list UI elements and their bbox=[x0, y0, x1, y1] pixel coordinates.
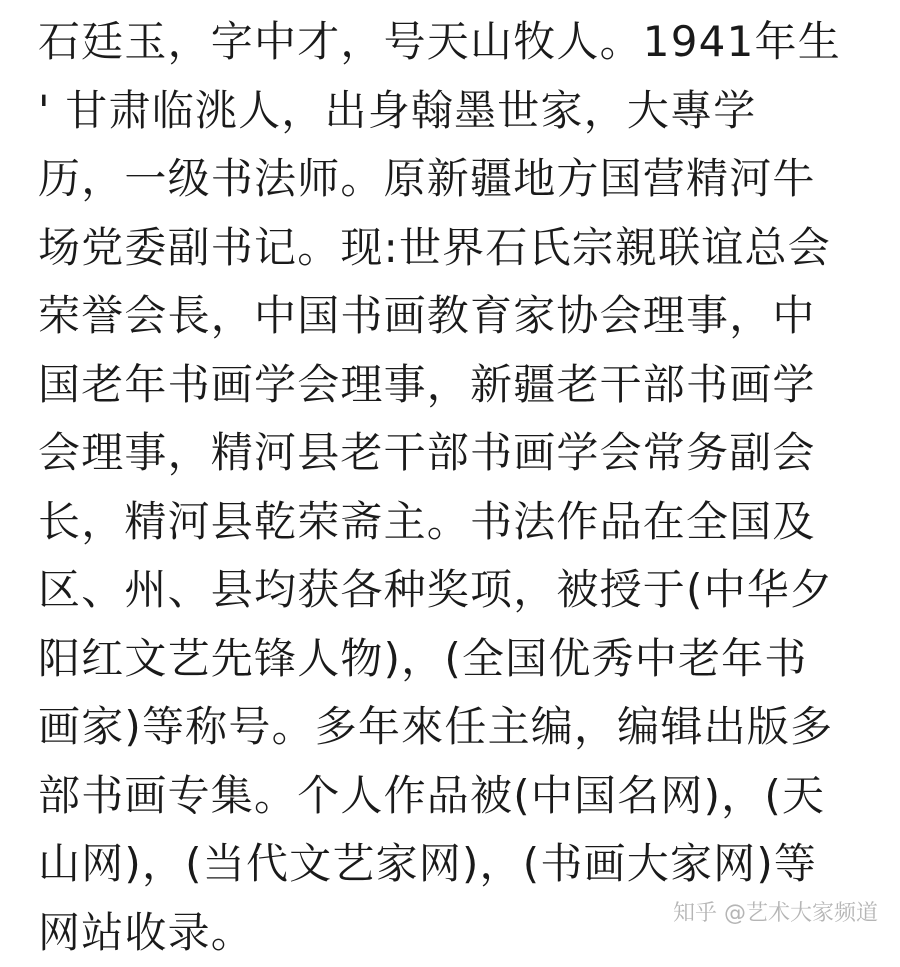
text-line-7: 会理事，精河县老干部书画学会常务副会 bbox=[38, 419, 868, 488]
biography-text bbox=[38, 8, 868, 967]
text-line-1: 石廷玉，字中才，号天山牧人。1941年生 bbox=[38, 8, 868, 77]
text-line-13: 山网)，(当代文艺家网)，(书画大家网)等 bbox=[38, 830, 868, 899]
text-line-14: 网站收录。 bbox=[38, 899, 868, 967]
text-line-10: 阳红文艺先锋人物)，(全国优秀中老年书 bbox=[38, 625, 868, 694]
text-line-11: 画家)等称号。多年來任主编，编辑出版多 bbox=[38, 693, 868, 762]
text-line-4: 场党委副书记。现:世界石氏宗親联谊总会 bbox=[38, 214, 868, 283]
text-line-12: 部书画专集。个人作品被(中国名网)，(天 bbox=[38, 762, 868, 831]
text-line-2: ' 甘肃临洮人，出身翰墨世家，大專学 bbox=[38, 77, 868, 146]
text-line-5: 荣誉会長，中国书画教育家协会理事，中 bbox=[38, 282, 868, 351]
zhihu-watermark: 知乎 @艺术大家频道 bbox=[673, 896, 878, 927]
text-line-3: 历，一级书法师。原新疆地方国营精河牛 bbox=[38, 145, 868, 214]
text-line-8: 长，精河县乾荣斋主。书法作品在全国及 bbox=[38, 488, 868, 557]
text-line-6: 国老年书画学会理事，新疆老干部书画学 bbox=[38, 351, 868, 420]
text-line-9: 区、州、县均获各种奖项，被授于(中华夕 bbox=[38, 556, 868, 625]
